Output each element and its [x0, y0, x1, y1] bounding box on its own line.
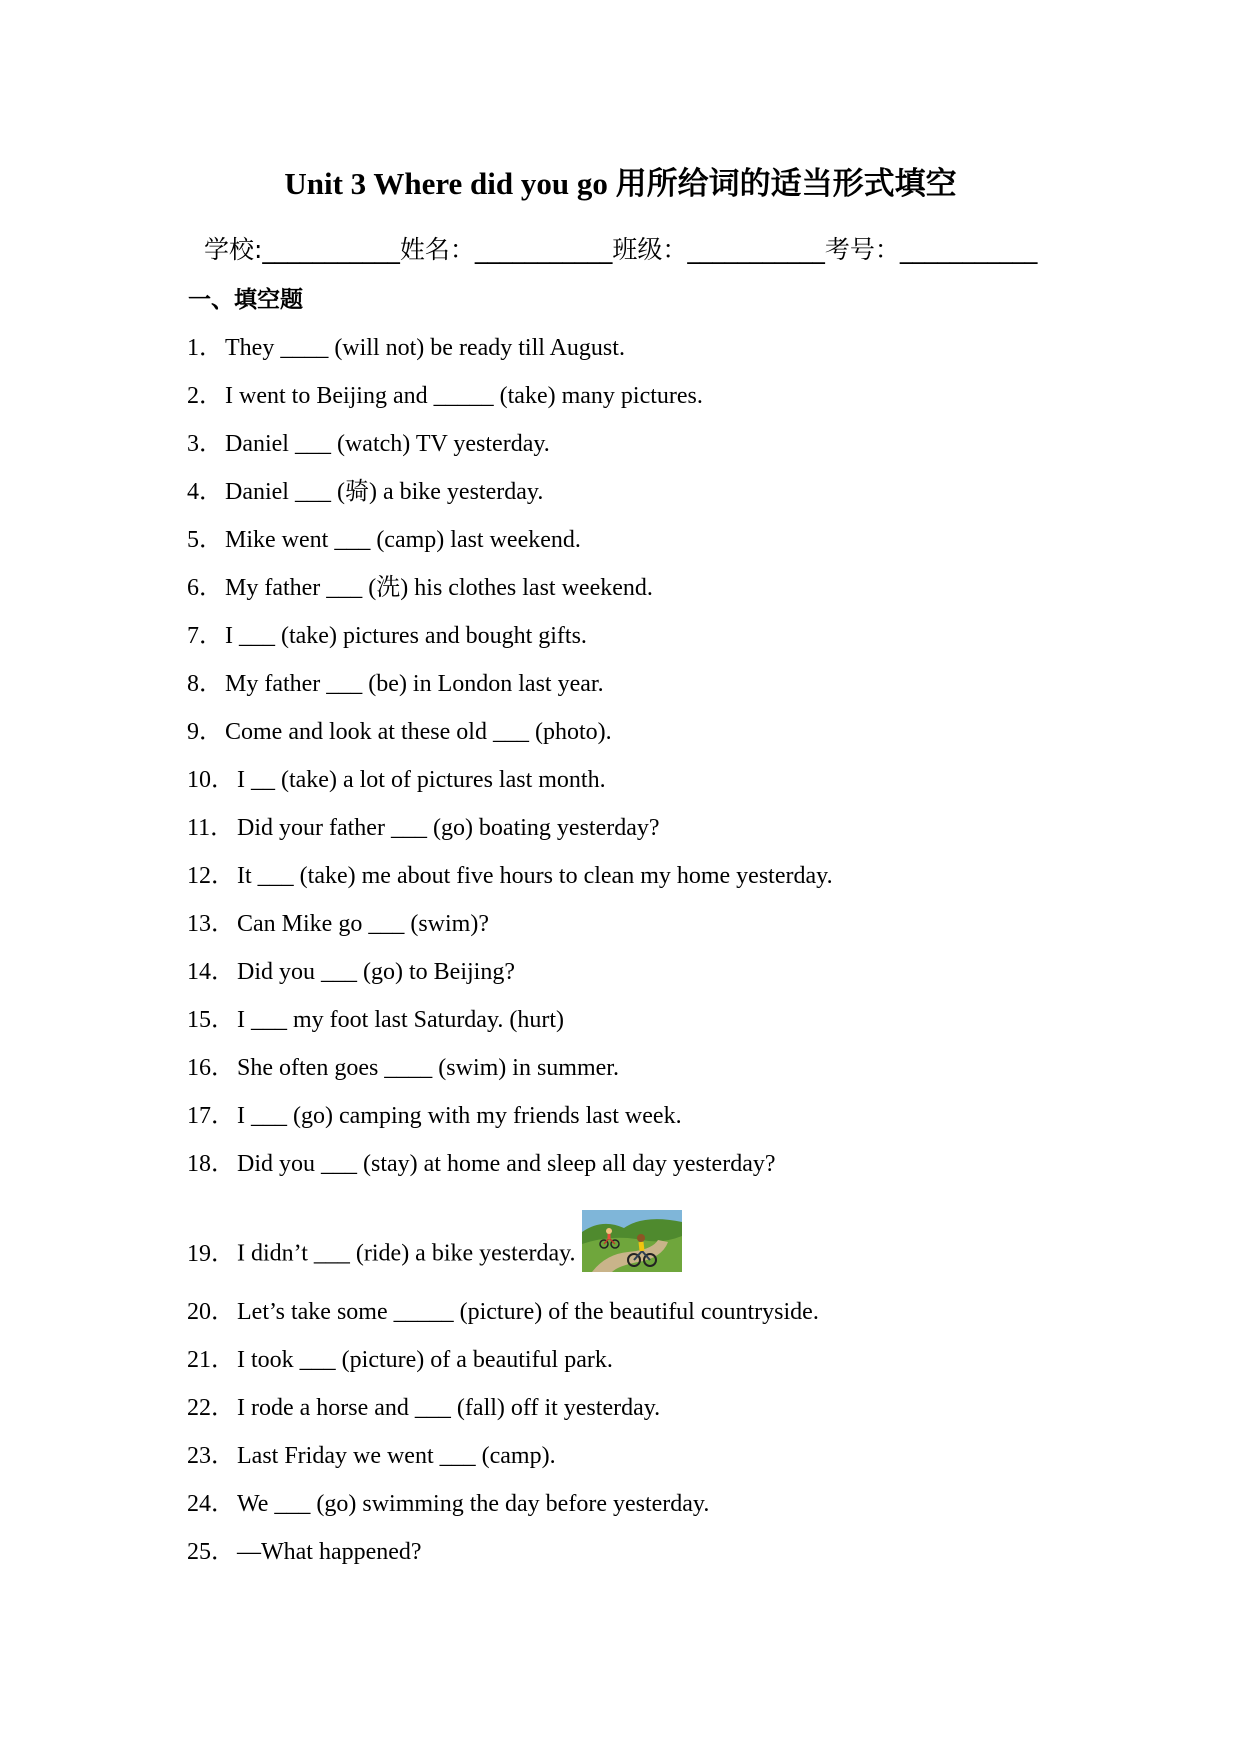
question-text: My father ___ (洗) his clothes last weekend. [225, 575, 653, 601]
question-item [187, 996, 1187, 1044]
question-text: Daniel ___ (骑) a bike yesterday. [225, 479, 544, 505]
question-number: 2． [187, 383, 223, 409]
question-item [187, 372, 1187, 420]
question-item [187, 1092, 1187, 1140]
question-item [187, 660, 1187, 708]
question-text: I ___ (take) pictures and bought gifts. [225, 623, 587, 649]
question-text: I ___ (go) camping with my friends last week. [237, 1103, 682, 1129]
question-item [187, 1336, 1187, 1384]
question-text: I ___ my foot last Saturday. (hurt) [237, 1007, 565, 1033]
cycling-picture [582, 1210, 682, 1272]
question-item [187, 900, 1187, 948]
question-number: 1． [187, 335, 223, 361]
question-text: Can Mike go ___ (swim)? [237, 911, 489, 937]
question-item [187, 1044, 1187, 1092]
question-item [187, 804, 1187, 852]
question-number: 7． [187, 623, 223, 649]
question-item [187, 1432, 1187, 1480]
question-text: My father ___ (be) in London last year. [225, 671, 604, 697]
question-number: 6． [187, 575, 223, 601]
question-text: I __ (take) a lot of pictures last month. [237, 767, 606, 793]
question-item [187, 1528, 1187, 1576]
question-number: 14． [187, 959, 235, 985]
question-text: Mike went ___ (camp) last weekend. [225, 527, 581, 553]
question-text: I went to Beijing and _____ (take) many pictures. [225, 383, 703, 409]
question-number: 22． [187, 1395, 235, 1421]
question-number: 25． [187, 1539, 235, 1565]
question-number: 18． [187, 1151, 235, 1177]
question-text: —What happened? [237, 1539, 422, 1565]
question-item [187, 1384, 1187, 1432]
question-text: Come and look at these old ___ (photo). [225, 719, 612, 745]
question-number: 17． [187, 1103, 235, 1129]
question-item [187, 1188, 1187, 1288]
question-item [187, 756, 1187, 804]
question-number: 21． [187, 1347, 235, 1373]
question-text: I rode a horse and ___ (fall) off it yesterday. [237, 1395, 661, 1421]
question-number: 15． [187, 1007, 235, 1033]
question-text: Daniel ___ (watch) TV yesterday. [225, 431, 550, 457]
question-item [187, 612, 1187, 660]
question-item [187, 516, 1187, 564]
question-number: 24． [187, 1491, 235, 1517]
question-number: 3． [187, 431, 223, 457]
question-number: 5． [187, 527, 223, 553]
question-item [187, 564, 1187, 612]
question-text: Let’s take some _____ (picture) of the beautiful countryside. [237, 1299, 819, 1325]
question-text: Did you ___ (stay) at home and sleep all day yesterday? [237, 1151, 776, 1177]
question-list [187, 324, 1187, 1576]
question-line [187, 1224, 682, 1286]
question-text: I took ___ (picture) of a beautiful park. [237, 1347, 613, 1373]
question-text: We ___ (go) swimming the day before yesterday. [237, 1491, 710, 1517]
question-text: She often goes ____ (swim) in summer. [237, 1055, 619, 1081]
question-text: They ____ (will not) be ready till August. [225, 335, 625, 361]
question-item [187, 324, 1187, 372]
question-number: 11． [187, 815, 235, 841]
question-item [187, 1288, 1187, 1336]
question-item [187, 852, 1187, 900]
question-number: 9． [187, 719, 223, 745]
question-text: I didn’t ___ (ride) a bike yesterday. [237, 1240, 576, 1267]
question-text: It ___ (take) me about five hours to clean my home yesterday. [237, 863, 833, 889]
question-number: 12． [187, 863, 235, 889]
question-number: 20． [187, 1299, 235, 1325]
question-text: Did your father ___ (go) boating yesterday? [237, 815, 660, 841]
question-number: 23． [187, 1443, 235, 1469]
question-item [187, 708, 1187, 756]
question-item [187, 1140, 1187, 1188]
question-item [187, 1480, 1187, 1528]
question-item [187, 948, 1187, 996]
question-number: 4． [187, 479, 223, 505]
question-number: 19． [187, 1240, 235, 1267]
question-item [187, 468, 1187, 516]
question-item [187, 420, 1187, 468]
student-info-row: 学校:___________姓名：___________班级：___________考号：___________ [204, 235, 1038, 264]
question-text: Did you ___ (go) to Beijing? [237, 959, 515, 985]
section-heading: 一、填空题 [188, 287, 303, 313]
question-text: Last Friday we went ___ (camp). [237, 1443, 556, 1469]
question-number: 10． [187, 767, 235, 793]
question-number: 8． [187, 671, 223, 697]
question-number: 13． [187, 911, 235, 937]
page-title: Unit 3 Where did you go 用所给词的适当形式填空 [284, 166, 957, 201]
question-number: 16． [187, 1055, 235, 1081]
